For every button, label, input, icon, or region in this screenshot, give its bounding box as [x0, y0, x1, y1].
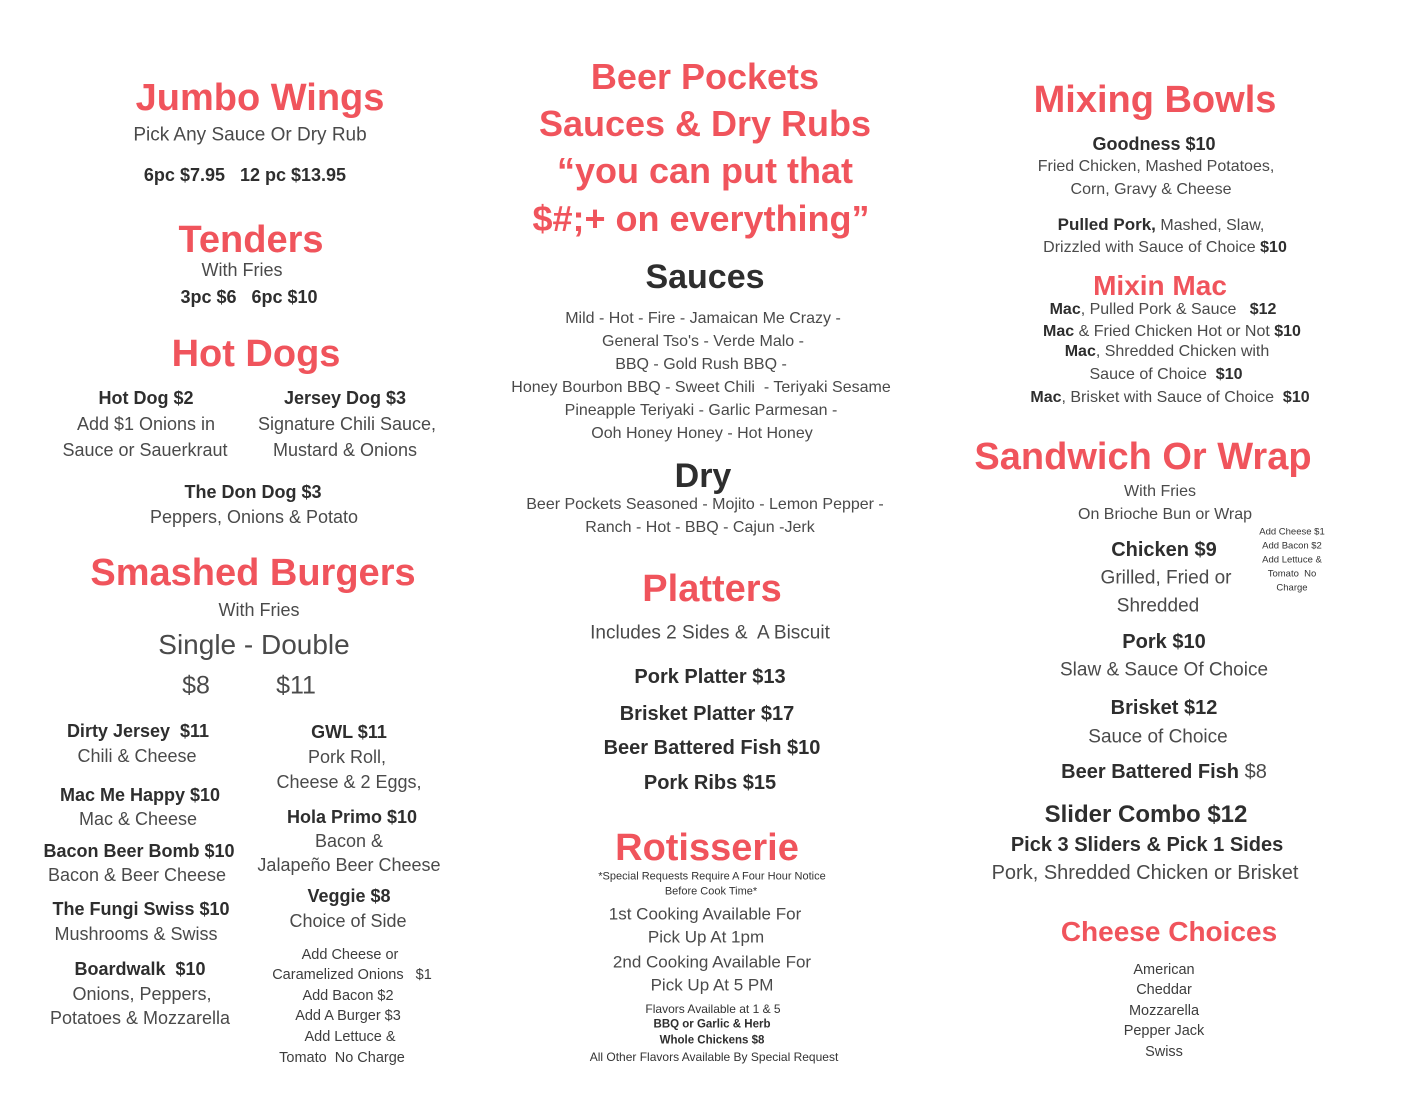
- tenders-subtitle: With Fries: [201, 260, 283, 280]
- sandwich-addon: Add Lettuce &: [1262, 554, 1322, 566]
- banner-line: $#;+ on everything”: [532, 198, 870, 239]
- menu-item-desc: Pork Roll,: [307, 747, 387, 767]
- platters-heading: Platters: [642, 568, 782, 610]
- menu-item-desc: & Fried Chicken Hot or Not: [1074, 323, 1275, 340]
- burger-addon: Add Cheese or: [301, 946, 399, 963]
- mixin-mac-item: [1043, 324, 1301, 340]
- sauce-line: BBQ - Gold Rush BBQ -: [615, 356, 787, 373]
- tenders-prices: 3pc $6 6pc $10: [180, 287, 318, 307]
- rotisserie-price: Whole Chickens $8: [659, 1034, 765, 1047]
- burgers-subtitle: With Fries: [218, 600, 300, 620]
- menu-item-name: Hola Primo $10: [286, 807, 418, 827]
- menu-item-desc: Add $1 Onions in: [76, 414, 216, 434]
- menu-item-name: Hot Dog $2: [98, 388, 194, 408]
- rotisserie-note: Before Cook Time*: [664, 885, 758, 898]
- banner-line: Beer Pockets: [590, 56, 820, 97]
- slider-combo-desc: Pick 3 Sliders & Pick 1 Sides: [1010, 834, 1284, 856]
- slider-combo-options: Pork, Shredded Chicken or Brisket: [991, 862, 1299, 884]
- menu-item-desc: Potatoes & Mozzarella: [49, 1008, 231, 1028]
- menu-item-name: Veggie $8: [307, 886, 391, 906]
- sandwich-addon: Add Bacon $2: [1262, 540, 1322, 552]
- dry-line: Beer Pockets Seasoned - Mojito - Lemon Pepper -: [526, 496, 884, 513]
- rotisserie-flavor-names: BBQ or Garlic & Herb: [653, 1018, 771, 1031]
- burger-addon: Add Lettuce &: [304, 1028, 396, 1045]
- menu-item-desc: Cheese & 2 Eggs,: [276, 772, 422, 792]
- rotisserie-note: *Special Requests Require A Four Hour Notice: [598, 870, 826, 883]
- menu-item-desc: Corn, Gravy & Cheese: [1070, 181, 1232, 198]
- mixin-mac-item: [1050, 302, 1277, 318]
- rotisserie-line: Pick Up At 5 PM: [650, 975, 774, 995]
- menu-item-desc: Sauce of Choice: [1088, 726, 1228, 748]
- menu-item-name: Chicken $9: [1111, 539, 1217, 561]
- pulled-pork-bowl-desc: [1043, 240, 1287, 256]
- menu-item-price: $10: [1260, 239, 1287, 256]
- sauces-heading: Sauces: [645, 258, 765, 296]
- rotisserie-flavors: Flavors Available at 1 & 5: [645, 1002, 781, 1016]
- mixin-mac-heading: Mixin Mac: [1093, 270, 1227, 301]
- jumbo-wings-heading: Jumbo Wings: [135, 77, 385, 119]
- menu-item-desc: Peppers, Onions & Potato: [149, 507, 359, 527]
- sandwich-addon: Charge: [1276, 582, 1308, 594]
- sauce-line: Honey Bourbon BBQ - Sweet Chili - Teriyaki Sesame: [511, 379, 891, 396]
- menu-item-price: $12: [1249, 301, 1277, 318]
- menu-item-desc: Drizzled with Sauce of Choice: [1043, 239, 1261, 256]
- menu-item-name: GWL $11: [311, 722, 387, 742]
- menu-item-name: Pulled Pork,: [1057, 215, 1156, 234]
- menu-item-desc: Mac & Cheese: [78, 809, 198, 829]
- burger-addon: Tomato No Charge: [279, 1049, 405, 1066]
- fish-sandwich: [1061, 762, 1267, 782]
- slider-combo-name: Slider Combo $12: [1044, 801, 1248, 828]
- sauce-line: Ooh Honey Honey - Hot Honey: [591, 425, 813, 442]
- menu-item-desc: Sauce or Sauerkraut: [62, 440, 228, 460]
- menu-item-desc: Onions, Peppers,: [72, 984, 212, 1004]
- banner-line: “you can put that: [557, 150, 853, 191]
- banner-line: Sauces & Dry Rubs: [538, 103, 872, 144]
- menu-item-name: Pork $10: [1122, 631, 1206, 653]
- cheese-choices-heading: Cheese Choices: [1060, 916, 1278, 947]
- double-price: $11: [276, 671, 316, 700]
- menu-item-desc: Signature Chili Sauce,: [257, 414, 437, 434]
- menu-item-desc: Sauce of Choice: [1089, 366, 1216, 383]
- mixin-mac-item: [1090, 367, 1243, 383]
- menu-item-name: The Don Dog $3: [184, 482, 322, 502]
- menu-item-name: Mac Me Happy $10: [59, 785, 221, 805]
- hot-dogs-heading: Hot Dogs: [171, 333, 341, 375]
- menu-item-desc: Fried Chicken, Mashed Potatoes,: [1037, 158, 1275, 175]
- menu-item-desc: Slaw & Sauce Of Choice: [1059, 659, 1269, 681]
- cheese-item: Mozzarella: [1128, 1002, 1200, 1019]
- platter-item: Brisket Platter $17: [619, 703, 795, 725]
- menu-item-desc: Mashed, Slaw,: [1155, 217, 1265, 234]
- menu-item-price: $8: [1239, 761, 1267, 783]
- smashed-burgers-heading: Smashed Burgers: [90, 552, 416, 594]
- menu-item-name: Boardwalk $10: [74, 959, 206, 979]
- menu-item-name: Dirty Jersey $11: [66, 721, 210, 741]
- burger-addon: Add Bacon $2: [302, 987, 394, 1004]
- rotisserie-other: All Other Flavors Available By Special Request: [589, 1050, 839, 1064]
- dry-heading: Dry: [674, 457, 732, 495]
- cheese-item: Pepper Jack: [1123, 1022, 1205, 1039]
- menu-item-desc: Jalapeño Beer Cheese: [257, 855, 441, 875]
- sauce-line: Pineapple Teriyaki - Garlic Parmesan -: [564, 402, 838, 419]
- menu-item-price: $10: [1215, 366, 1243, 383]
- menu-item-name: The Fungi Swiss $10: [52, 899, 230, 919]
- burger-addon: Caramelized Onions $1: [272, 966, 432, 983]
- menu-item-desc: Bacon &: [314, 831, 384, 851]
- cheese-item: Swiss: [1145, 1043, 1183, 1060]
- menu-item-desc: Bacon & Beer Cheese: [47, 865, 227, 885]
- platter-item: Pork Ribs $15: [643, 772, 777, 794]
- single-price: $8: [182, 671, 210, 700]
- menu-item-name: Beer Battered Fish: [1061, 761, 1240, 783]
- menu-item-desc: , Shredded Chicken with: [1095, 343, 1270, 360]
- pulled-pork-bowl: [1058, 216, 1265, 234]
- menu-item-desc: , Pulled Pork & Sauce: [1080, 301, 1250, 318]
- menu-item-name: Brisket $12: [1110, 697, 1218, 719]
- menu-item-desc: , Brisket with Sauce of Choice: [1061, 389, 1283, 406]
- sandwich-subtitle: On Brioche Bun or Wrap: [1077, 506, 1253, 523]
- sauce-line: Mild - Hot - Fire - Jamaican Me Crazy -: [565, 310, 841, 327]
- menu-item-price: $10: [1282, 389, 1310, 406]
- menu-item-desc: Mustard & Onions: [272, 440, 418, 460]
- wings-prices: 6pc $7.95 12 pc $13.95: [143, 165, 347, 185]
- menu-item-desc: Choice of Side: [289, 911, 407, 931]
- mixing-bowls-heading: Mixing Bowls: [1033, 79, 1277, 121]
- menu-item-name: Goodness $10: [1092, 134, 1216, 154]
- rotisserie-line: 2nd Cooking Available For: [612, 952, 812, 972]
- mixin-mac-item: [1030, 390, 1309, 406]
- mac-label: Mac: [1064, 343, 1096, 360]
- menu-item-name: Jersey Dog $3: [283, 388, 407, 408]
- burger-sizes: Single - Double: [158, 629, 350, 660]
- rotisserie-line: Pick Up At 1pm: [647, 927, 765, 947]
- menu-item-desc: Mushrooms & Swiss: [54, 924, 218, 944]
- cheese-item: American: [1133, 961, 1195, 978]
- menu-item-desc: Grilled, Fried or: [1100, 567, 1232, 589]
- dry-line: Ranch - Hot - BBQ - Cajun -Jerk: [585, 519, 815, 536]
- rotisserie-heading: Rotisserie: [615, 827, 799, 869]
- menu-item-name: Bacon Beer Bomb $10: [43, 841, 235, 861]
- menu-item-desc: Shredded: [1116, 595, 1200, 617]
- sandwich-addon: Add Cheese $1: [1259, 526, 1325, 538]
- mac-label: Mac: [1030, 389, 1062, 406]
- burger-addon: Add A Burger $3: [295, 1007, 401, 1024]
- sauce-line: General Tso's - Verde Malo -: [602, 333, 804, 350]
- mixin-mac-item: [1065, 344, 1270, 360]
- mac-label: Mac: [1043, 323, 1075, 340]
- platter-item: Beer Battered Fish $10: [603, 737, 821, 759]
- sandwich-heading: Sandwich Or Wrap: [974, 436, 1312, 478]
- mac-label: Mac: [1049, 301, 1081, 318]
- sandwich-subtitle: With Fries: [1124, 483, 1196, 500]
- sandwich-addon: Tomato No: [1267, 568, 1317, 580]
- menu-item-price: $10: [1274, 323, 1301, 340]
- platters-subtitle: Includes 2 Sides & A Biscuit: [590, 622, 830, 644]
- menu-item-desc: Chili & Cheese: [77, 746, 197, 766]
- wings-subtitle: Pick Any Sauce Or Dry Rub: [133, 124, 367, 146]
- rotisserie-line: 1st Cooking Available For: [608, 904, 802, 924]
- platter-item: Pork Platter $13: [634, 666, 786, 688]
- tenders-heading: Tenders: [178, 219, 324, 261]
- cheese-item: Cheddar: [1136, 981, 1192, 998]
